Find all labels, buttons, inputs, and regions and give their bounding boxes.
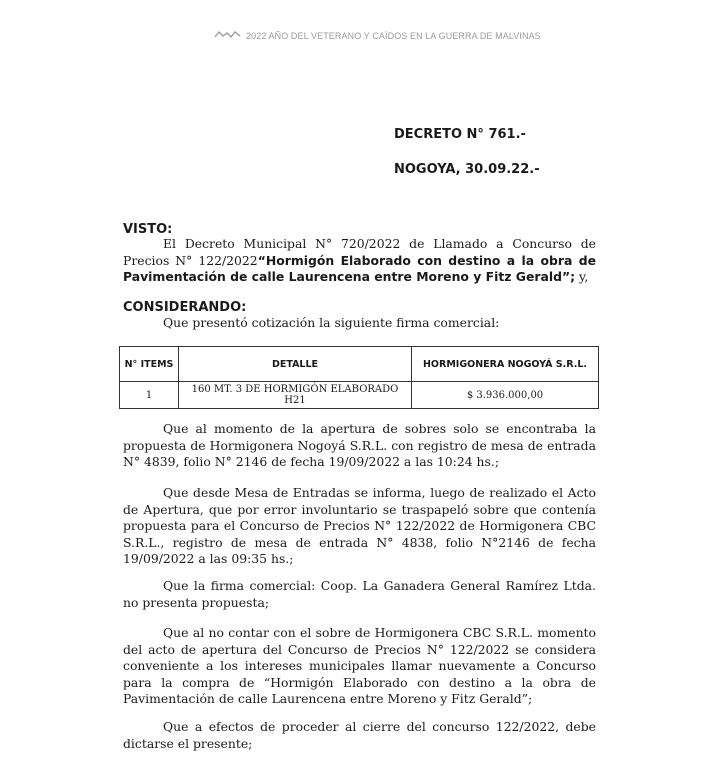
visto-bold-text: “Hormigón Elaborado con destino a la obra de Pavimentación de calle Laurencena entre Moreno y Fitz Gerald”; bbox=[123, 252, 596, 284]
considerando-intro bbox=[123, 315, 596, 332]
paragraph-3 bbox=[123, 578, 596, 611]
page-header-banner bbox=[214, 30, 541, 41]
paragraph-5 bbox=[123, 719, 596, 752]
paragraph-2 bbox=[123, 485, 596, 568]
visto-paragraph bbox=[123, 236, 596, 286]
header-banner-text: 2022 AÑO DEL VETERANO Y CAÍDOS EN LA GUERRA DE MALVINAS bbox=[246, 31, 541, 41]
considerando-label: CONSIDERANDO: bbox=[123, 300, 247, 315]
visto-text: El Decreto Municipal N° 720/2022 de Llamado a Concurso de Precios N° 122/2022 bbox=[123, 236, 596, 268]
col-header-detail: DETALLE bbox=[179, 347, 412, 382]
paragraph-4 bbox=[123, 625, 596, 708]
paragraph-3-text: Que la firma comercial: Coop. La Ganadera General Ramírez Ltda. no presenta propuesta; bbox=[123, 578, 596, 610]
paragraph-1 bbox=[123, 421, 596, 471]
decree-number: DECRETO N° 761.- bbox=[394, 127, 526, 142]
paragraph-1-text: Que al momento de la apertura de sobres solo se encontraba la propuesta de Hormigonera Nogoyá S.R.L. con registro de mesa de entrada N° 4839, folio N° 2146 de fecha 19/09/2022 a las 10:24 hs.; bbox=[123, 421, 596, 469]
col-header-supplier: HORMIGONERA NOGOYÁ S.R.L. bbox=[412, 347, 599, 382]
cell-item: 1 bbox=[120, 382, 179, 409]
cell-detail: 160 MT. 3 DE HORMIGÓN ELABORADO H21 bbox=[179, 382, 412, 409]
place-date: NOGOYA, 30.09.22.- bbox=[394, 162, 540, 177]
paragraph-4-text: Que al no contar con el sobre de Hormigonera CBC S.R.L. momento del acto de apertura del Concurso de Precios N° 122/2022 se considera conveniente a los intereses municipales llamar nuevamente a Concurso para la compra de “Hormigón Elaborado con destino a la obra de Pavimentación de calle Laurencena entre Moreno y Fitz Gerald”; bbox=[123, 625, 596, 706]
cell-price: $ 3.936.000,00 bbox=[412, 382, 599, 409]
visto-text-end: y, bbox=[575, 269, 589, 284]
col-header-items: N° ITEMS bbox=[120, 347, 179, 382]
table-row bbox=[120, 382, 599, 409]
paragraph-5-text: Que a efectos de proceder al cierre del concurso 122/2022, debe dictarse el presente; bbox=[123, 719, 596, 751]
considerando-intro-text: Que presentó cotización la siguiente firma comercial: bbox=[163, 315, 500, 330]
table-header-row bbox=[120, 347, 599, 382]
paragraph-2-text: Que desde Mesa de Entradas se informa, luego de realizado el Acto de Apertura, que por error involuntario se traspapeló sobre que contenía propuesta para el Concurso de Precios N° 122/2022 de Hormigonera CBC S.R.L., registro de mesa de entrada N° 4838, folio N°2146 de fecha 19/09/2022 a las 09:35 hs.; bbox=[123, 485, 596, 566]
malvinas-logo-icon bbox=[214, 30, 242, 40]
offer-table bbox=[119, 346, 599, 409]
visto-label: VISTO: bbox=[123, 222, 173, 237]
